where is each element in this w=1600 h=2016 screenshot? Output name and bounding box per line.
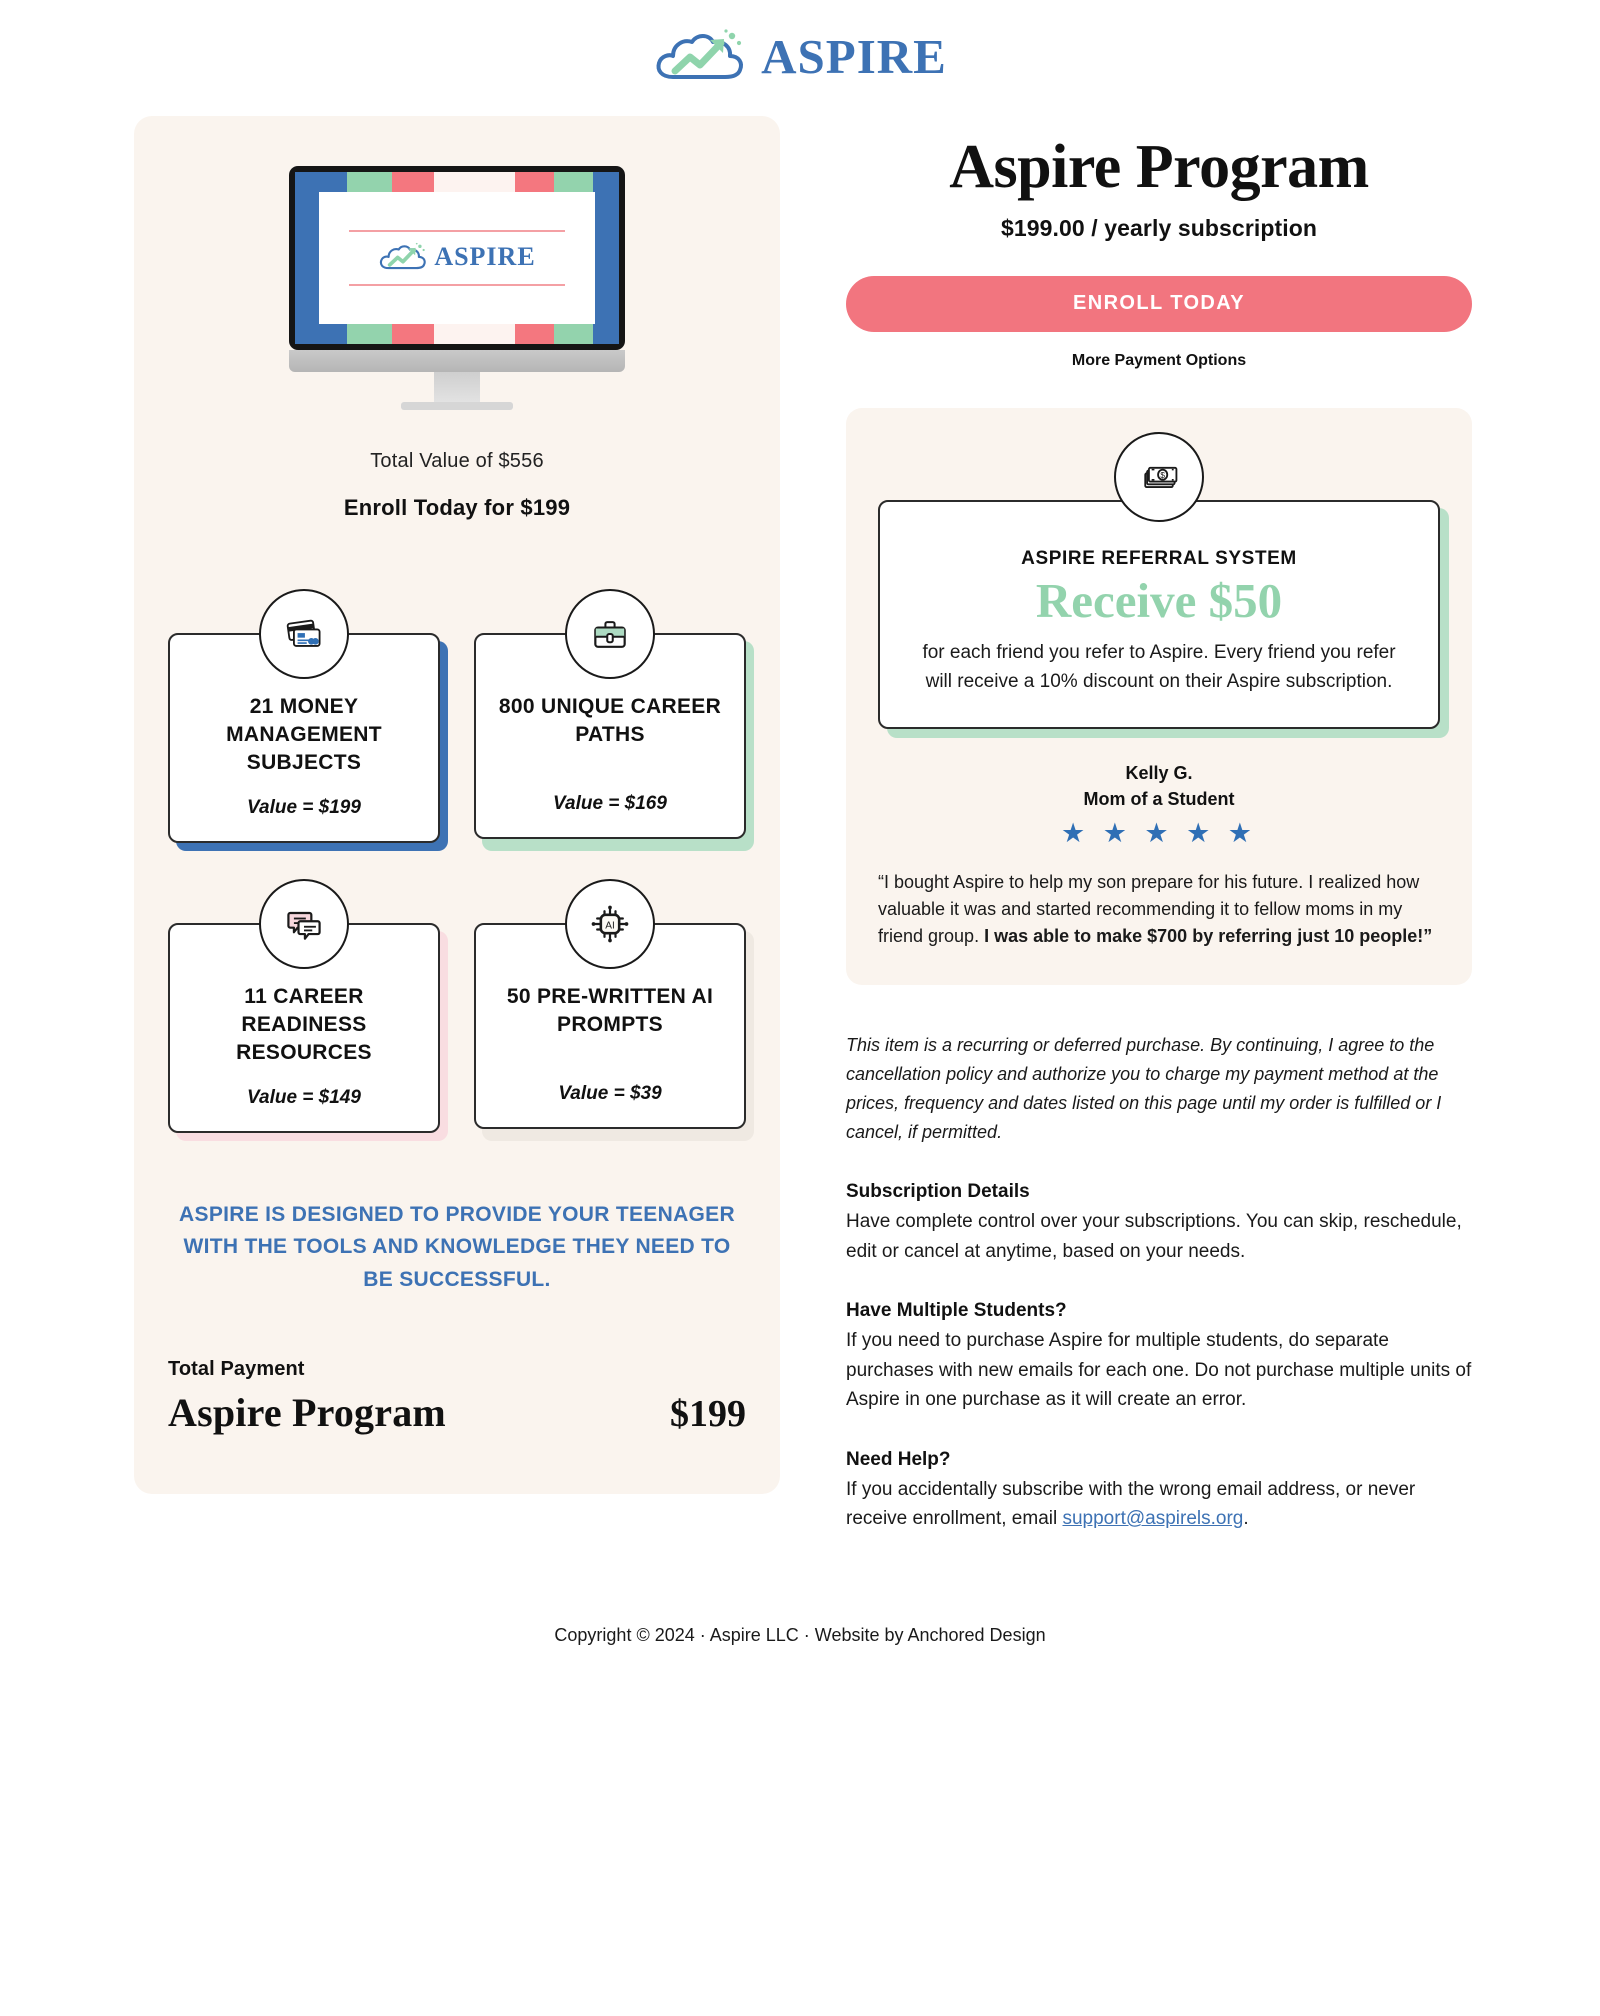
monitor-stripe-row-bottom <box>295 324 619 344</box>
section-body <box>846 1475 1472 1534</box>
brand-logo[interactable] <box>653 27 947 89</box>
more-payment-options-link[interactable]: More Payment Options <box>1071 351 1247 369</box>
monitor-graphic <box>168 144 746 420</box>
monitor-brand-wordmark: ASPIRE <box>434 242 536 271</box>
monitor-neck <box>434 372 480 402</box>
referral-body: for each friend you refer to Aspire. Every friend you refer will receive a 10% discount on their Aspire subscription. <box>922 641 1396 693</box>
total-payment-price: $199 <box>670 1393 746 1436</box>
enroll-today-price-text: Enroll Today for $199 <box>343 495 571 520</box>
referral-panel <box>846 408 1472 985</box>
feature-title: 800 UNIQUE CAREER PATHS <box>498 695 722 746</box>
credit-cards-icon <box>259 589 349 679</box>
monitor-card <box>319 192 595 324</box>
referral-box <box>878 500 1440 729</box>
monitor-screen <box>289 166 625 350</box>
feature-value: Value = $39 <box>558 1082 662 1104</box>
monitor-lip <box>289 350 625 372</box>
product-price-line: $199.00 / yearly subscription <box>1000 214 1318 241</box>
order-summary-column <box>134 116 780 1494</box>
monitor-brand-logo <box>378 241 535 275</box>
feature-grid <box>168 589 746 1133</box>
recurring-purchase-disclaimer: This item is a recurring or deferred purchase. By continuing, I agree to the cancellation policy and authorize you to charge my payment method at the prices, frequency and dates listed on this page until my order is fulfilled or I cancel, if permitted. <box>846 1034 1442 1143</box>
feature-cell <box>474 879 746 1133</box>
feature-value: Value = $199 <box>247 796 361 818</box>
feature-cell <box>474 589 746 843</box>
site-header <box>0 0 1600 116</box>
testimonial-author: Kelly G. <box>1125 762 1193 783</box>
star-rating-icon: ★ ★ ★ ★ ★ <box>1060 817 1258 848</box>
speech-bubbles-icon <box>259 879 349 969</box>
testimonial-quote-bold: I was able to make $700 by referring just 10 people!” <box>984 926 1433 947</box>
cash-money-icon <box>1114 432 1204 522</box>
section-heading: Need Help? <box>846 1448 951 1470</box>
section-heading: Have Multiple Students? <box>846 1300 1067 1322</box>
svg-text:$: $ <box>1160 470 1165 480</box>
referral-card <box>878 460 1440 729</box>
ai-chip-icon <box>565 879 655 969</box>
help-text-before: If you accidentally subscribe with the wrong email address, or never receive enrollment, email <box>846 1478 1416 1530</box>
monitor-stripe-row-top <box>295 172 619 192</box>
program-tagline: ASPIRE IS DESIGNED TO PROVIDE YOUR TEENAGER WITH THE TOOLS AND KNOWLEDGE THEY NEED TO BE SUCCESSFUL. <box>179 1202 735 1291</box>
svg-text:AI: AI <box>605 920 615 932</box>
main-content <box>0 116 1600 1533</box>
testimonial-role: Mom of a Student <box>1083 788 1235 809</box>
monitor-card-rule-top <box>349 230 564 232</box>
aspire-cloud-growth-logo-icon <box>653 27 751 89</box>
order-summary-panel <box>134 116 780 1494</box>
brand-wordmark: ASPIRE <box>761 28 947 84</box>
testimonial <box>878 763 1440 951</box>
feature-title: 50 PRE-WRITTEN AI PROMPTS <box>506 984 714 1036</box>
enroll-today-button[interactable]: ENROLL TODAY <box>846 276 1472 332</box>
testimonial-quote-plain: “I bought Aspire to help my son prepare for his future. I realized how valuable it was and started recommending it to fellow moms in my friend group. <box>878 871 1420 947</box>
monitor-card-rule-bottom <box>349 284 564 286</box>
help-text-after: . <box>1243 1508 1249 1530</box>
feature-cell <box>168 879 440 1133</box>
total-payment-row <box>168 1389 746 1436</box>
page-title: Aspire Program <box>949 133 1369 201</box>
referral-amount: Receive $50 <box>1035 572 1283 628</box>
purchase-column <box>846 116 1472 1533</box>
monitor-base <box>401 402 513 410</box>
testimonial-quote <box>878 869 1440 951</box>
total-payment-item: Aspire Program <box>168 1390 446 1436</box>
aspire-cloud-growth-logo-icon <box>378 241 430 275</box>
total-value-text: Total Value of $556 <box>370 450 544 472</box>
need-help-section <box>846 1449 1472 1534</box>
subscription-details-section <box>846 1181 1472 1266</box>
feature-cell <box>168 589 440 843</box>
referral-kicker: ASPIRE REFERRAL SYSTEM <box>1021 547 1297 569</box>
support-email-link[interactable]: support@aspirels.org <box>1062 1508 1244 1530</box>
feature-value: Value = $149 <box>247 1086 361 1108</box>
briefcase-icon <box>565 589 655 679</box>
section-body: Have complete control over your subscriptions. You can skip, reschedule, edit or cancel at anytime, based on your needs. <box>846 1211 1462 1262</box>
section-heading: Subscription Details <box>846 1181 1030 1203</box>
total-payment-label: Total Payment <box>168 1358 305 1381</box>
feature-title: 11 CAREER READINESS RESOURCES <box>236 984 372 1064</box>
multiple-students-section <box>846 1300 1472 1414</box>
section-body: If you need to purchase Aspire for multiple students, do separate purchases with new emails for each one. Do not purchase multiple units of Aspire in one purchase as it will create an error. <box>846 1330 1472 1411</box>
site-footer: Copyright © 2024 · Aspire LLC · Website by Anchored Design <box>554 1625 1046 1646</box>
feature-title: 21 MONEY MANAGEMENT SUBJECTS <box>226 695 382 774</box>
feature-value: Value = $169 <box>553 793 667 814</box>
